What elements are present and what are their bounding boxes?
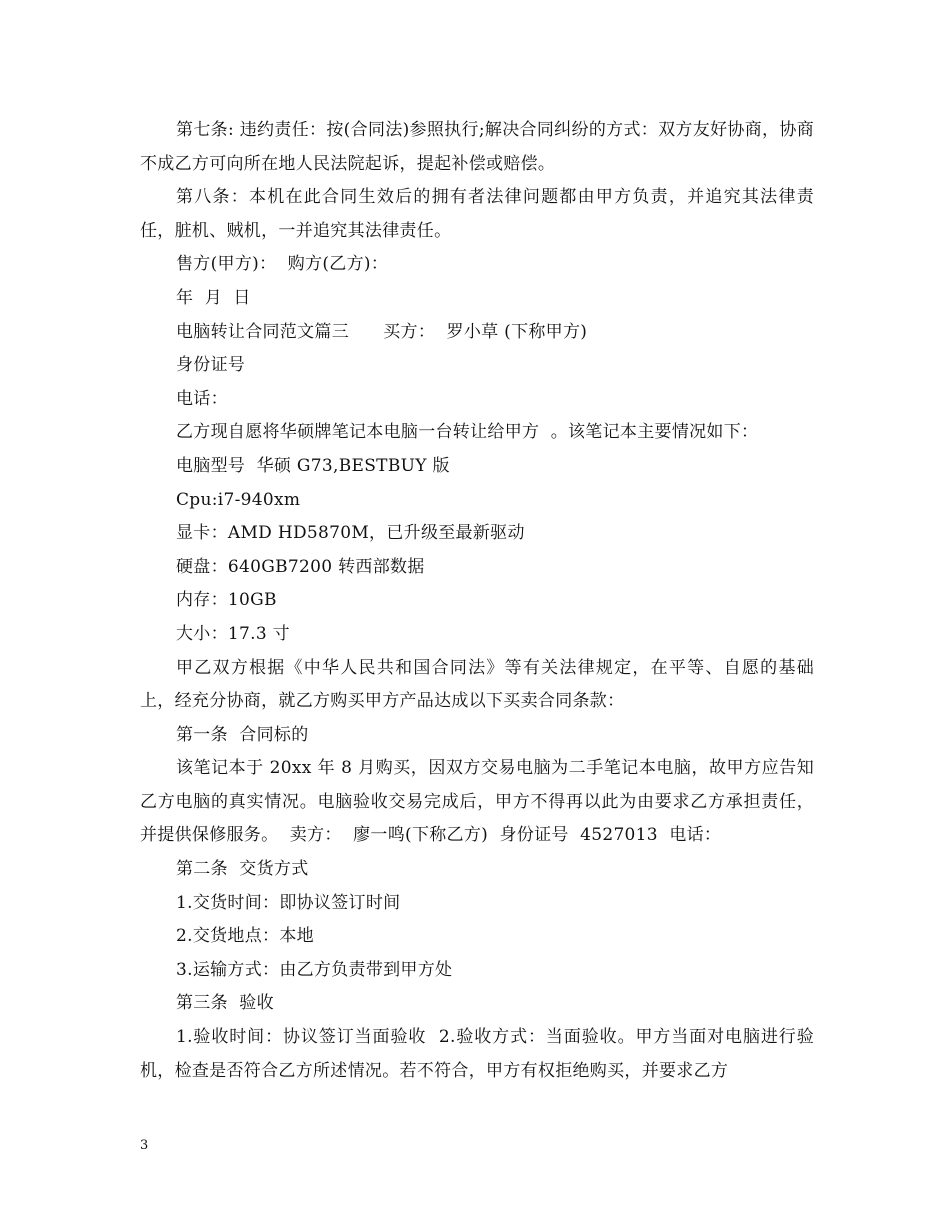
paragraph-delivery-place: 2.交货地点：本地 (176, 926, 314, 947)
paragraph-phone: 电话： (176, 388, 228, 409)
paragraph-gpu: 显卡：AMD HD5870M，已升级至最新驱动 (176, 523, 525, 544)
paragraph-article-1-heading: 第一条 合同标的 (176, 724, 309, 745)
paragraph-model: 电脑型号 华硕 G73,BESTBUY 版 (176, 455, 450, 476)
paragraph-legal-basis: 甲乙双方根据《中华人民共和国合同法》等有关法律规定，在平等、自愿的基础上，经充分协商，就乙方购买甲方产品达成以下买卖合同条款： (140, 657, 814, 712)
paragraph-signature-parties: 售方(甲方)： 购方(乙方)： (176, 254, 389, 275)
paragraph-article-2-heading: 第二条 交货方式 (176, 859, 309, 880)
paragraph-size: 大小：17.3 寸 (176, 623, 290, 644)
paragraph-article-3-heading: 第三条 验收 (176, 993, 274, 1014)
paragraph-article-8: 第八条：本机在此合同生效后的拥有者法律问题都由甲方负责，并追究其法律责任，脏机、贼机，一并追究其法律责任。 (140, 187, 814, 241)
paragraph-cpu: Cpu:i7-940xm (176, 489, 301, 510)
paragraph-transfer-intro: 乙方现自愿将华硕牌笔记本电脑一台转让给甲方 。该笔记本主要情况如下： (176, 422, 759, 443)
document-body (140, 114, 814, 1088)
paragraph-date: 年 月 日 (176, 287, 251, 308)
paragraph-acceptance: 1.验收时间：协议签订当面验收 2.验收方式：当面验收。甲方当面对电脑进行验机，检查是否符合乙方所述情况。若不符合，甲方有权拒绝购买，并要求乙方 (140, 1027, 814, 1081)
paragraph-memory: 内存：10GB (176, 590, 277, 611)
paragraph-article-1-body: 该笔记本于 20xx 年 8 月购买，因双方交易电脑为二手笔记本电脑，故甲方应告知乙方电脑的真实情况。电脑验收交易完成后，甲方不得再以此为由要求乙方承担责任，并提供保修服务。 卖方： 廖一鸣(下称乙方) 身份证号 4527013 电话： (140, 758, 814, 846)
paragraph-delivery-time: 1.交货时间：即协议签订时间 (176, 892, 401, 913)
paragraph-id-number: 身份证号 (176, 355, 246, 376)
paragraph-transport: 3.运输方式：由乙方负责带到甲方处 (176, 959, 453, 980)
paragraph-article-7: 第七条: 违约责任：按(合同法)参照执行;解决合同纠纷的方式：双方友好协商，协商不成乙方可向所在地人民法院起诉，提起补偿或赔偿。 (140, 120, 814, 174)
paragraph-disk: 硬盘：640GB7200 转西部数据 (176, 556, 425, 577)
page-number: 3 (140, 1138, 149, 1153)
paragraph-contract-title-buyer: 电脑转让合同范文篇三 买方： 罗小草 (下称甲方) (176, 321, 588, 342)
